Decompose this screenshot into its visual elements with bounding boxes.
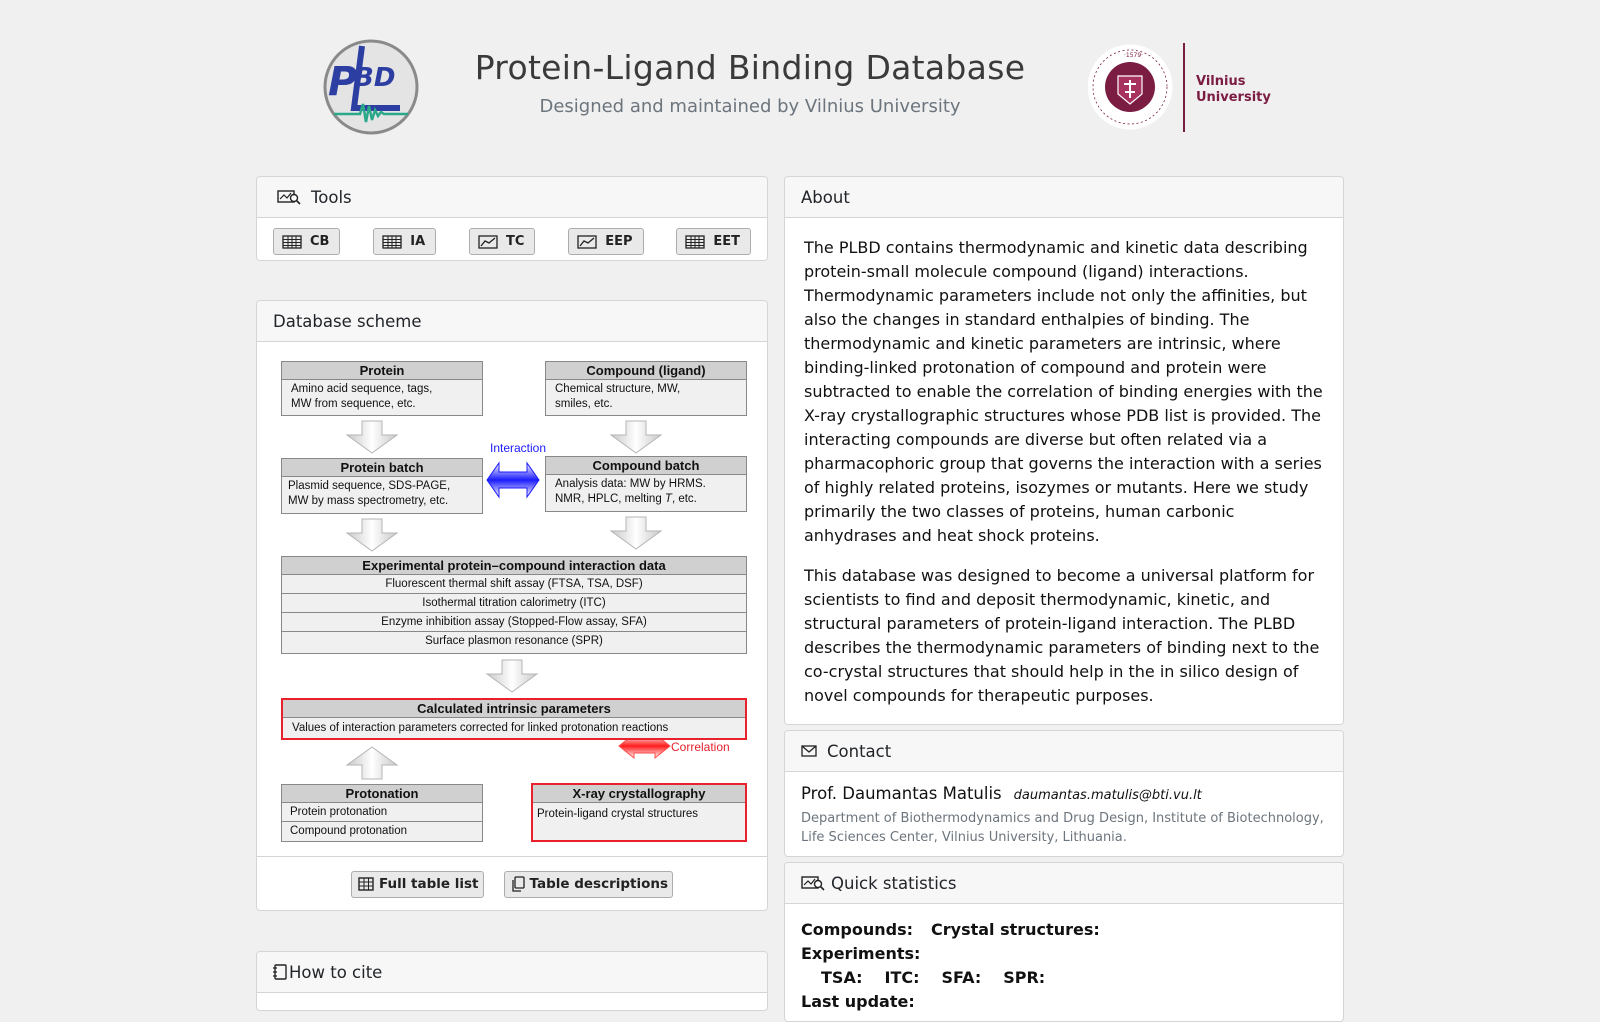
interaction-arrow xyxy=(487,463,539,497)
intrinsic-params-box xyxy=(281,698,747,740)
protonation-box xyxy=(281,784,483,842)
stats-icon xyxy=(801,875,825,891)
how-to-cite-title: How to cite xyxy=(289,962,383,982)
contact-dept-line1: Department of Biothermodynamics and Drug Design, Institute of Biotechnology, xyxy=(801,811,1324,826)
correlation-label: Correlation xyxy=(671,740,730,754)
stat-last-update: Last update: xyxy=(801,992,915,1011)
svg-text:·1579·: ·1579· xyxy=(1124,52,1144,59)
protonation-row-compound: Compound protonation xyxy=(290,825,407,837)
vilnius-university-logo[interactable] xyxy=(1088,40,1278,135)
contact-title: Contact xyxy=(827,741,892,761)
contact-card xyxy=(784,730,1344,857)
how-to-cite-card xyxy=(256,951,768,1011)
envelope-icon xyxy=(801,745,817,757)
tool-button-tc[interactable] xyxy=(469,228,535,255)
protein-batch-box xyxy=(281,458,483,514)
table-descriptions-button[interactable] xyxy=(504,871,674,898)
table-icon xyxy=(358,877,374,891)
scheme-footer xyxy=(257,856,767,911)
stat-sfa: SFA: xyxy=(941,968,982,987)
about-paragraph-2: This database was designed to become a universal platform for scientists to find and deposit thermodynamic, kinetic, and structural parameters of protein-ligand interaction. The PLBD describes the thermodynamic parameters of binding next to the co-crystal structures that should help in the in silico design of novel compounds for therapeutic purposes. xyxy=(804,566,1320,705)
compound-batch-line2a: NMR, HPLC, melting xyxy=(555,493,665,505)
xray-box xyxy=(531,783,747,842)
stat-spr: SPR: xyxy=(1003,968,1046,987)
contact-email-link[interactable]: daumantas.matulis@bti.vu.lt xyxy=(1013,788,1202,803)
protein-batch-line1: Plasmid sequence, SDS-PAGE, xyxy=(288,480,451,492)
experimental-row-spr: Surface plasmon resonance (SPR) xyxy=(425,635,603,647)
full-table-list-button[interactable] xyxy=(351,871,484,898)
tool-button-eet[interactable] xyxy=(676,228,751,255)
protein-batch-line2: MW by mass spectrometry, etc. xyxy=(288,495,449,507)
tools-header xyxy=(257,177,767,218)
arrow-down-protein xyxy=(347,421,397,453)
tool-button-label: EEP xyxy=(605,234,633,249)
experimental-row-itc: Isothermal titration calorimetry (ITC) xyxy=(282,594,746,613)
stat-crystal-structures: Crystal structures: xyxy=(931,920,1100,939)
arrow-down-compound-batch xyxy=(611,517,661,549)
protonation-row-protein: Protein protonation xyxy=(282,803,482,822)
tool-button-ia[interactable] xyxy=(373,228,436,255)
tool-button-label: EET xyxy=(713,234,740,249)
compound-box-line2: smiles, etc. xyxy=(555,398,613,410)
about-title: About xyxy=(801,187,850,207)
site-title: Protein-Ligand Binding Database xyxy=(474,48,1026,87)
compound-batch-line2c: , etc. xyxy=(671,493,697,505)
database-scheme-card xyxy=(256,300,768,911)
quick-statistics-card xyxy=(784,862,1344,1022)
arrow-down-experimental xyxy=(487,660,537,692)
svg-text:P: P xyxy=(328,59,358,105)
experimental-row-ftsa: Fluorescent thermal shift assay (FTSA, TSA, DSF) xyxy=(282,575,746,594)
chart-icon xyxy=(478,235,498,249)
about-card xyxy=(784,176,1344,725)
protein-box-line2: MW from sequence, etc. xyxy=(291,398,416,410)
stat-compounds: Compounds: xyxy=(801,920,914,939)
copy-icon xyxy=(511,876,525,892)
scheme-title: Database scheme xyxy=(273,311,422,331)
xray-title: X-ray crystallography xyxy=(533,785,745,803)
compound-box-title: Compound (ligand) xyxy=(546,362,746,380)
vu-logo-line1: Vilnius xyxy=(1196,74,1246,89)
contact-name: Prof. Daumantas Matulis xyxy=(801,784,1002,803)
interaction-label: Interaction xyxy=(490,441,547,455)
vu-logo-line2: University xyxy=(1196,90,1271,105)
tools-card xyxy=(256,176,768,261)
full-table-list-label: Full table list xyxy=(378,876,479,892)
tools-icon xyxy=(277,189,301,205)
tool-button-label: TC xyxy=(505,234,525,249)
compound-box-line1: Chemical structure, MW, xyxy=(555,383,681,395)
compound-batch-line2 xyxy=(555,492,746,507)
about-header xyxy=(785,177,1343,218)
svg-text:BD: BD xyxy=(354,63,396,93)
stats-title: Quick statistics xyxy=(831,873,957,893)
table-descriptions-label: Table descriptions xyxy=(529,876,669,892)
arrow-up-protonation xyxy=(347,747,397,779)
compound-batch-line2b: T xyxy=(664,493,672,505)
site-subtitle: Designed and maintained by Vilnius University xyxy=(539,96,961,117)
stat-tsa: TSA: xyxy=(821,968,863,987)
protein-batch-title: Protein batch xyxy=(282,459,482,477)
journal-icon xyxy=(273,964,287,980)
chart-icon xyxy=(577,235,597,249)
intrinsic-line: Values of interaction parameters corrected for linked protonation reactions xyxy=(292,722,669,734)
tools-title: Tools xyxy=(311,187,352,207)
experimental-row-sfa: Enzyme inhibition assay (Stopped-Flow assay, SFA) xyxy=(282,613,746,632)
scheme-header xyxy=(257,301,767,342)
tool-button-label: CB xyxy=(310,234,330,249)
contact-dept-line2: Life Sciences Center, Vilnius University, Lithuania. xyxy=(801,830,1127,845)
arrow-down-compound xyxy=(611,421,661,453)
tool-buttons-row xyxy=(257,218,767,255)
table-icon xyxy=(685,235,705,249)
how-to-cite-header[interactable] xyxy=(257,952,767,993)
table-icon xyxy=(382,235,402,249)
tool-button-cb[interactable] xyxy=(273,228,340,255)
protein-box-line1: Amino acid sequence, tags, xyxy=(291,383,433,395)
contact-header xyxy=(785,731,1343,772)
stat-experiments: Experiments: xyxy=(801,944,921,963)
intrinsic-title: Calculated intrinsic parameters xyxy=(283,700,745,718)
plbd-logo[interactable] xyxy=(322,38,420,136)
xray-line: Protein-ligand crystal structures xyxy=(537,808,699,820)
experimental-title: Experimental protein–compound interaction data xyxy=(282,557,746,575)
tool-button-label: IA xyxy=(410,234,426,249)
protein-box xyxy=(281,361,483,416)
stat-itc: ITC: xyxy=(884,968,920,987)
protonation-title: Protonation xyxy=(282,785,482,803)
tool-button-eep[interactable] xyxy=(568,228,643,255)
about-paragraph-1: The PLBD contains thermodynamic and kinetic data describing protein-small molecule compound (ligand) interactions. Thermodynamic parameters include not only the affinities, but also the changes in standard enthalpies of binding. The thermodynamic and kinetic parameters are intrinsic, where binding-linked protonation of compound and protein were subtracted to enable the correlation of binding energies with the X-ray crystallographic structures whose PDB list is provided. The interacting compounds are diverse but often related via a pharmacophoric group that governs the interaction with a series of highly related proteins, isozymes or mutants. Here we study primarily the two classes of proteins, human carbonic anhydrases and heat shock proteins. xyxy=(804,238,1323,545)
protein-box-title: Protein xyxy=(282,362,482,380)
experimental-data-box xyxy=(281,556,747,654)
compound-batch-line1: Analysis data: MW by HRMS. xyxy=(555,478,706,490)
compound-batch-title: Compound batch xyxy=(546,457,746,475)
table-icon xyxy=(282,235,302,249)
compound-batch-box xyxy=(545,456,747,512)
arrow-down-protein-batch xyxy=(347,519,397,551)
compound-box xyxy=(545,361,747,416)
stats-header xyxy=(785,863,1343,904)
scheme-diagram xyxy=(257,342,767,857)
